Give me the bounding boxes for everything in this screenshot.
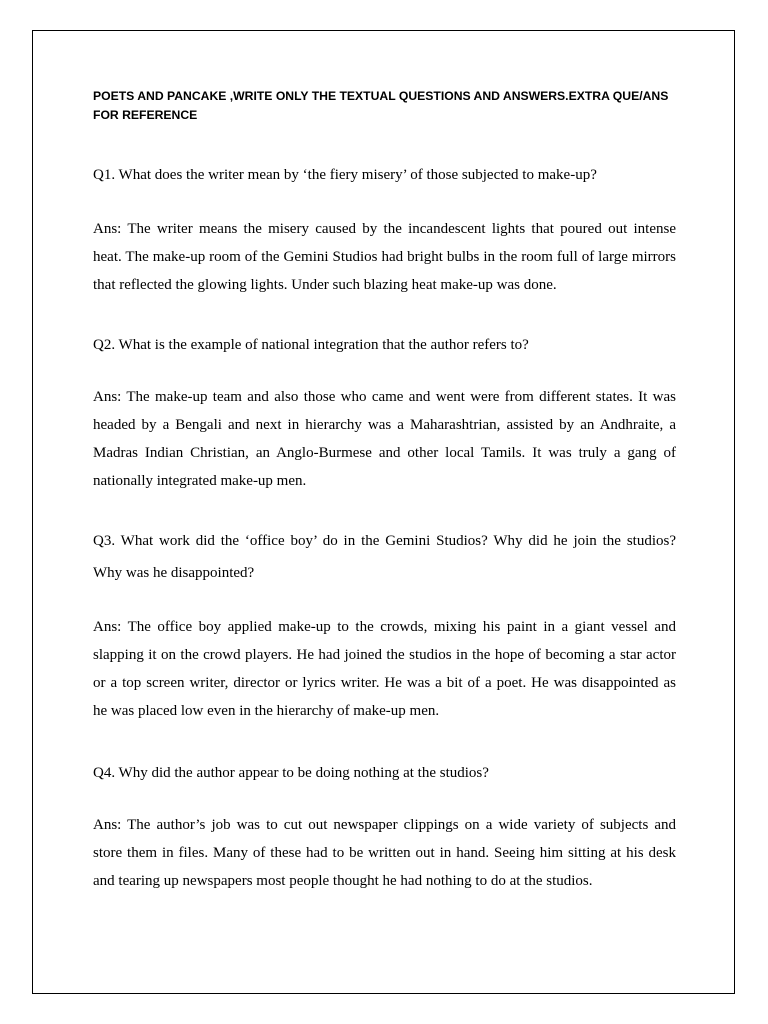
answer-line: Ans: The author’s job was to cut out newspaper clippings on a wide variety of subjects and xyxy=(93,817,676,833)
answer-line: he was placed low even in the hierarchy of make-up men. xyxy=(93,703,440,719)
answer-line: headed by a Bengali and next in hierarchy was a Maharashtrian, assisted by an Andhraite, a xyxy=(93,417,676,433)
question-2: Q2. What is the example of national integration that the author refers to? xyxy=(93,337,529,353)
answer-line: Madras Indian Christian, an Anglo-Burmese and other local Tamils. It was truly a gang of xyxy=(93,445,676,461)
answer-line: that reflected the glowing lights. Under such blazing heat make-up was done. xyxy=(93,277,557,293)
answer-line: and tearing up newspapers most people thought he had nothing to do at the studios. xyxy=(93,873,593,889)
answer-line: Ans: The writer means the misery caused by the incandescent lights that poured out intense xyxy=(93,221,676,237)
answer-line: or a top screen writer, director or lyrics writer. He was a bit of a poet. He was disappointed as xyxy=(93,675,676,691)
answer-line: slapping it on the crowd players. He had joined the studios in the hope of becoming a star actor xyxy=(93,647,676,663)
question-4: Q4. Why did the author appear to be doing nothing at the studios? xyxy=(93,765,489,781)
answer-line: store them in files. Many of these had to be written out in hand. Seeing him sitting at his desk xyxy=(93,845,676,861)
answer-1 xyxy=(93,215,676,299)
question-1: Q1. What does the writer mean by ‘the fiery misery’ of those subjected to make-up? xyxy=(93,167,597,183)
answer-line: heat. The make-up room of the Gemini Studios had bright bulbs in the room full of large mirrors xyxy=(93,249,676,265)
document-heading xyxy=(93,87,683,125)
heading-line: FOR REFERENCE xyxy=(93,108,198,122)
answer-3 xyxy=(93,613,676,725)
question-line: Q3. What work did the ‘office boy’ do in the Gemini Studios? Why did he join the studios? xyxy=(93,533,676,549)
answer-line: nationally integrated make-up men. xyxy=(93,473,307,489)
answer-4 xyxy=(93,811,676,895)
answer-line: Ans: The make-up team and also those who came and went were from different states. It was xyxy=(93,389,676,405)
question-line: Why was he disappointed? xyxy=(93,565,255,581)
answer-2 xyxy=(93,383,676,495)
question-3 xyxy=(93,525,676,589)
heading-line: POETS AND PANCAKE ,WRITE ONLY THE TEXTUAL QUESTIONS AND ANSWERS.EXTRA QUE/ANS xyxy=(93,89,669,103)
answer-line: Ans: The office boy applied make-up to the crowds, mixing his paint in a giant vessel and xyxy=(93,619,676,635)
document-page xyxy=(32,30,735,994)
